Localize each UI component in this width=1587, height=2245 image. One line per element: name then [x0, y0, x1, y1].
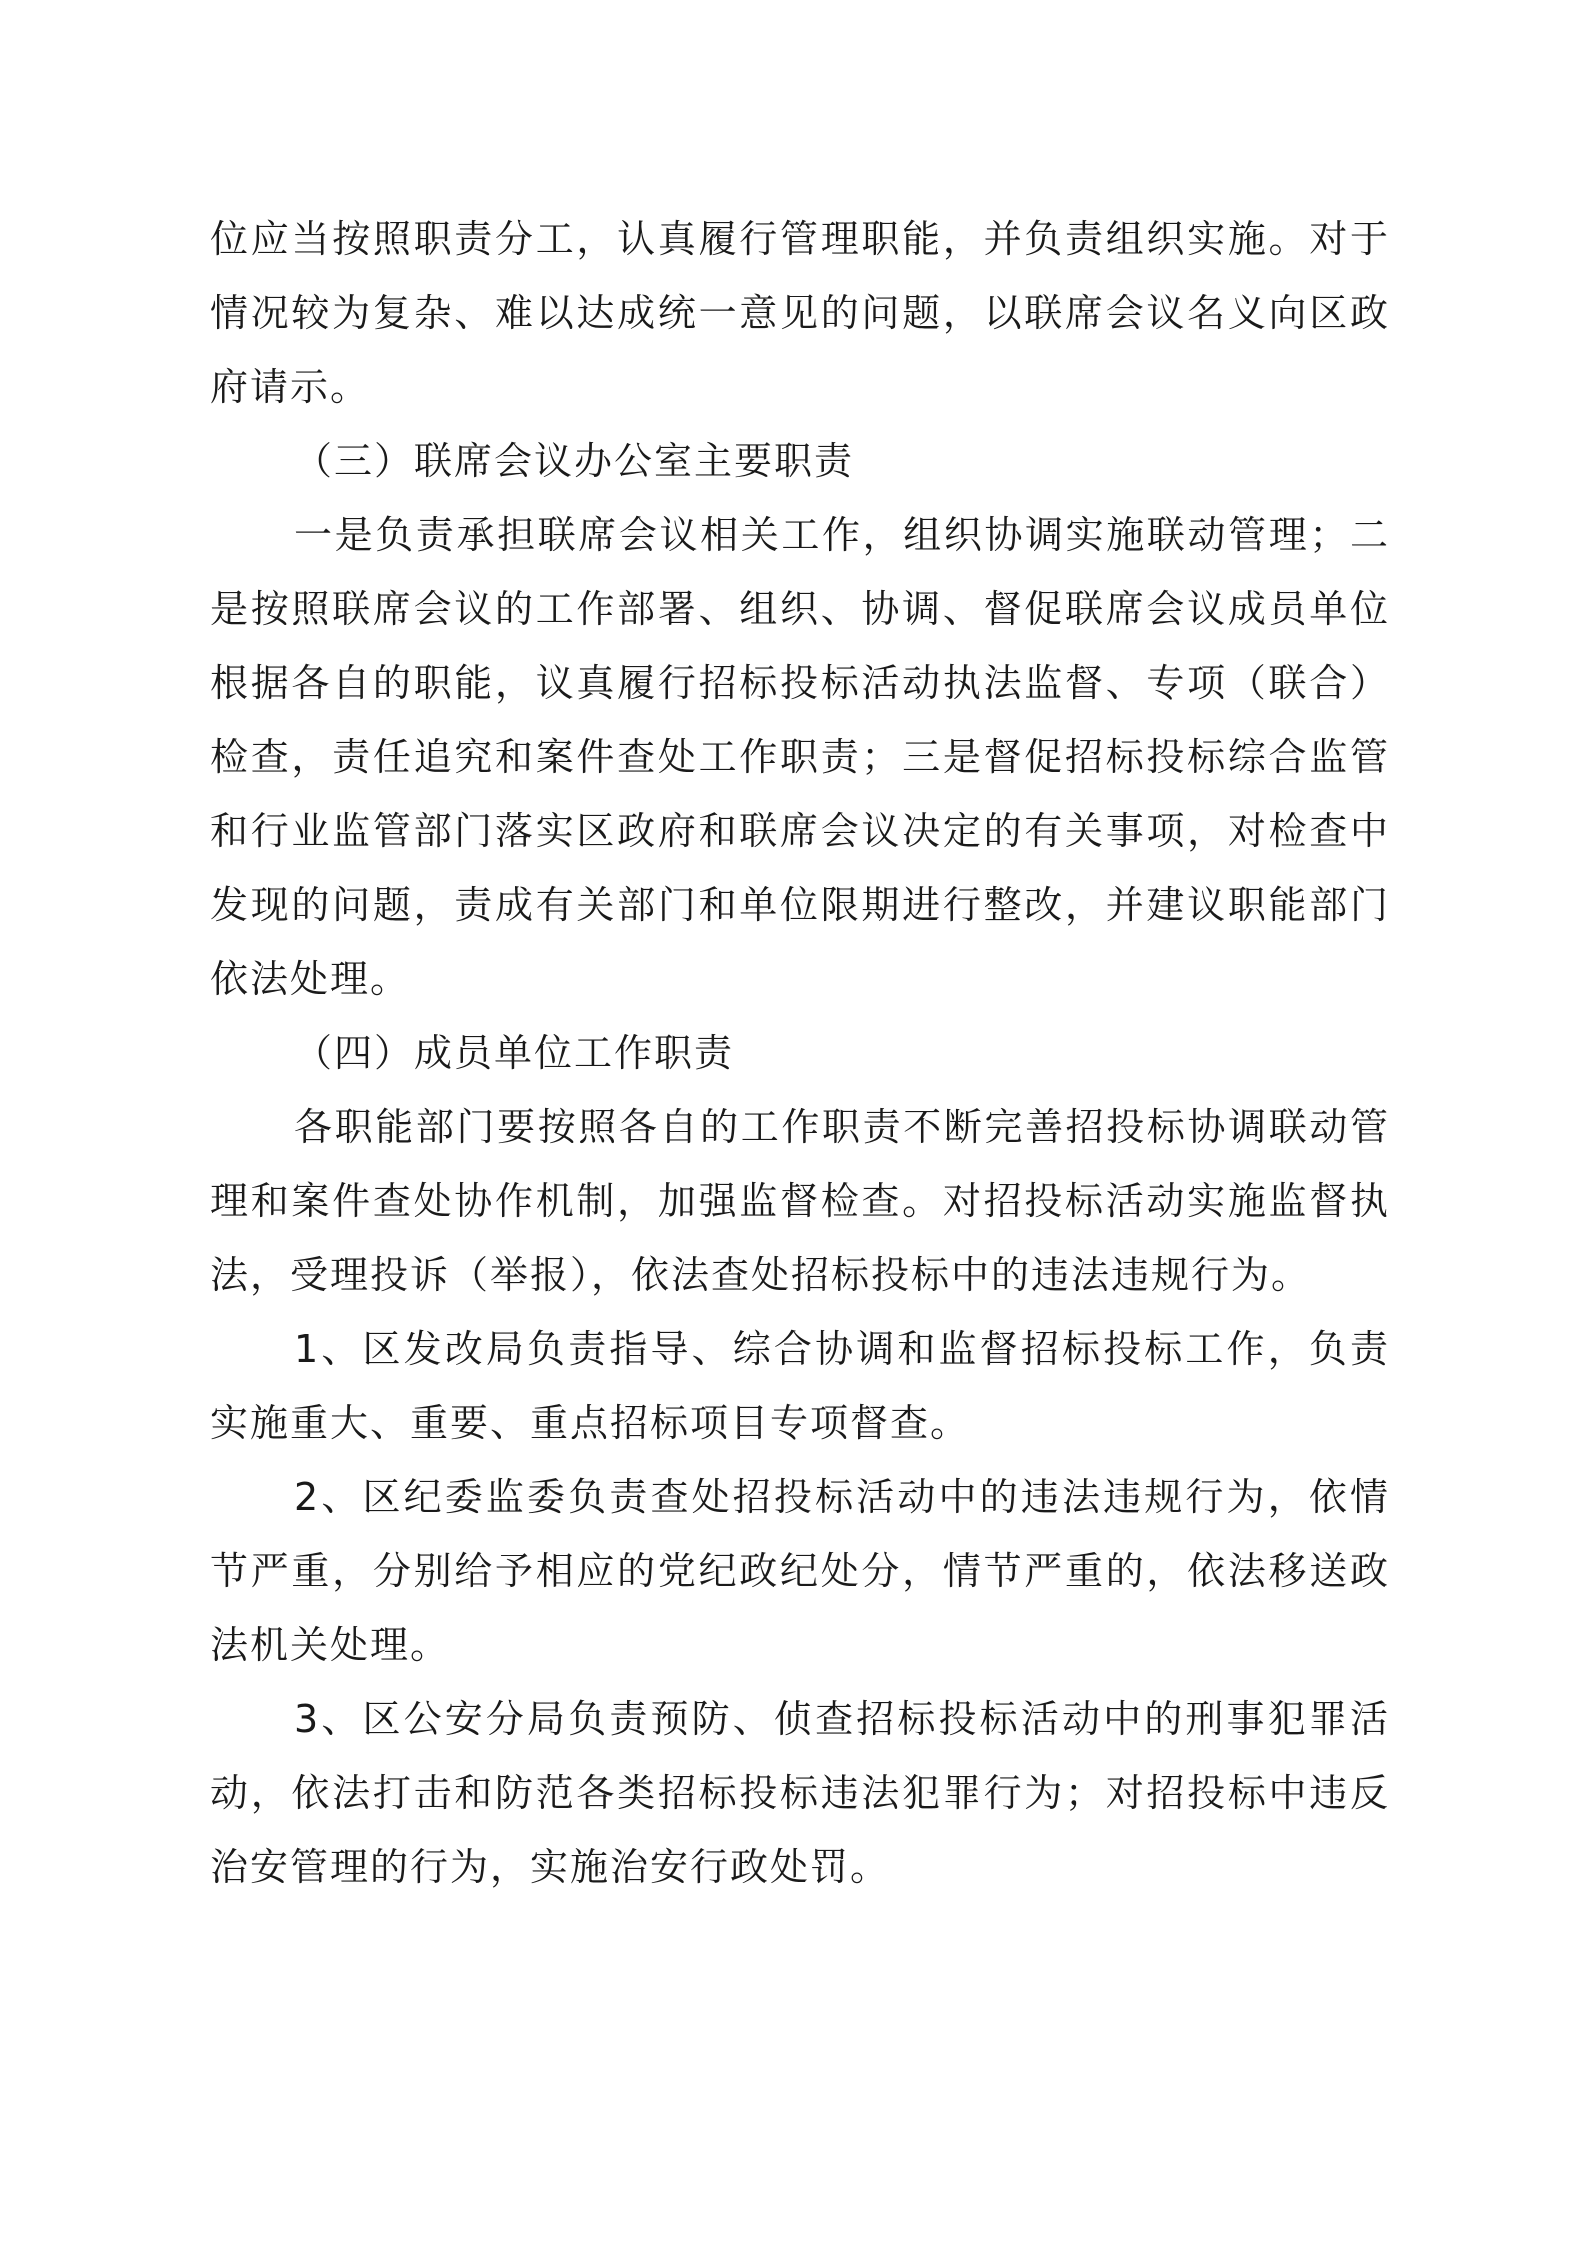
section-heading-3: （三）联席会议办公室主要职责 [294, 439, 855, 483]
paragraph-continuation: 位应当按照职责分工，认真履行管理职能，并负责组织实施。对于情况较为复杂、难以达成统一意见的问题，以联席会议名义向区政府请示。 [210, 217, 1390, 409]
section-heading-4: （四）成员单位工作职责 [294, 1031, 735, 1075]
paragraph-office-duties: 一是负责承担联席会议相关工作，组织协调实施联动管理；二是按照联席会议的工作部署、组织、协调、督促联席会议成员单位根据各自的职能，议真履行招标投标活动执法监督、专项（联合）检查，责任追究和案件查处工作职责；三是督促招标投标综合监管和行业监管部门落实区政府和联席会议决定的有关事项，对检查中发现的问题，责成有关部门和单位限期进行整改，并建议职能部门依法处理。 [210, 513, 1390, 1001]
list-item-3: 3、区公安分局负责预防、侦查招标投标活动中的刑事犯罪活动，依法打击和防范各类招标投标违法犯罪行为；对招投标中违反治安管理的行为，实施治安行政处罚。 [210, 1697, 1390, 1889]
list-item-2: 2、区纪委监委负责查处招投标活动中的违法违规行为，依情节严重，分别给予相应的党纪政纪处分，情节严重的，依法移送政法机关处理。 [210, 1475, 1390, 1667]
paragraph-member-duties: 各职能部门要按照各自的工作职责不断完善招投标协调联动管理和案件查处协作机制，加强监督检查。对招投标活动实施监督执法，受理投诉（举报），依法查处招标投标中的违法违规行为。 [210, 1105, 1390, 1297]
list-item-1: 1、区发改局负责指导、综合协调和监督招标投标工作，负责实施重大、重要、重点招标项目专项督查。 [210, 1327, 1390, 1445]
document-body [210, 202, 1390, 1904]
